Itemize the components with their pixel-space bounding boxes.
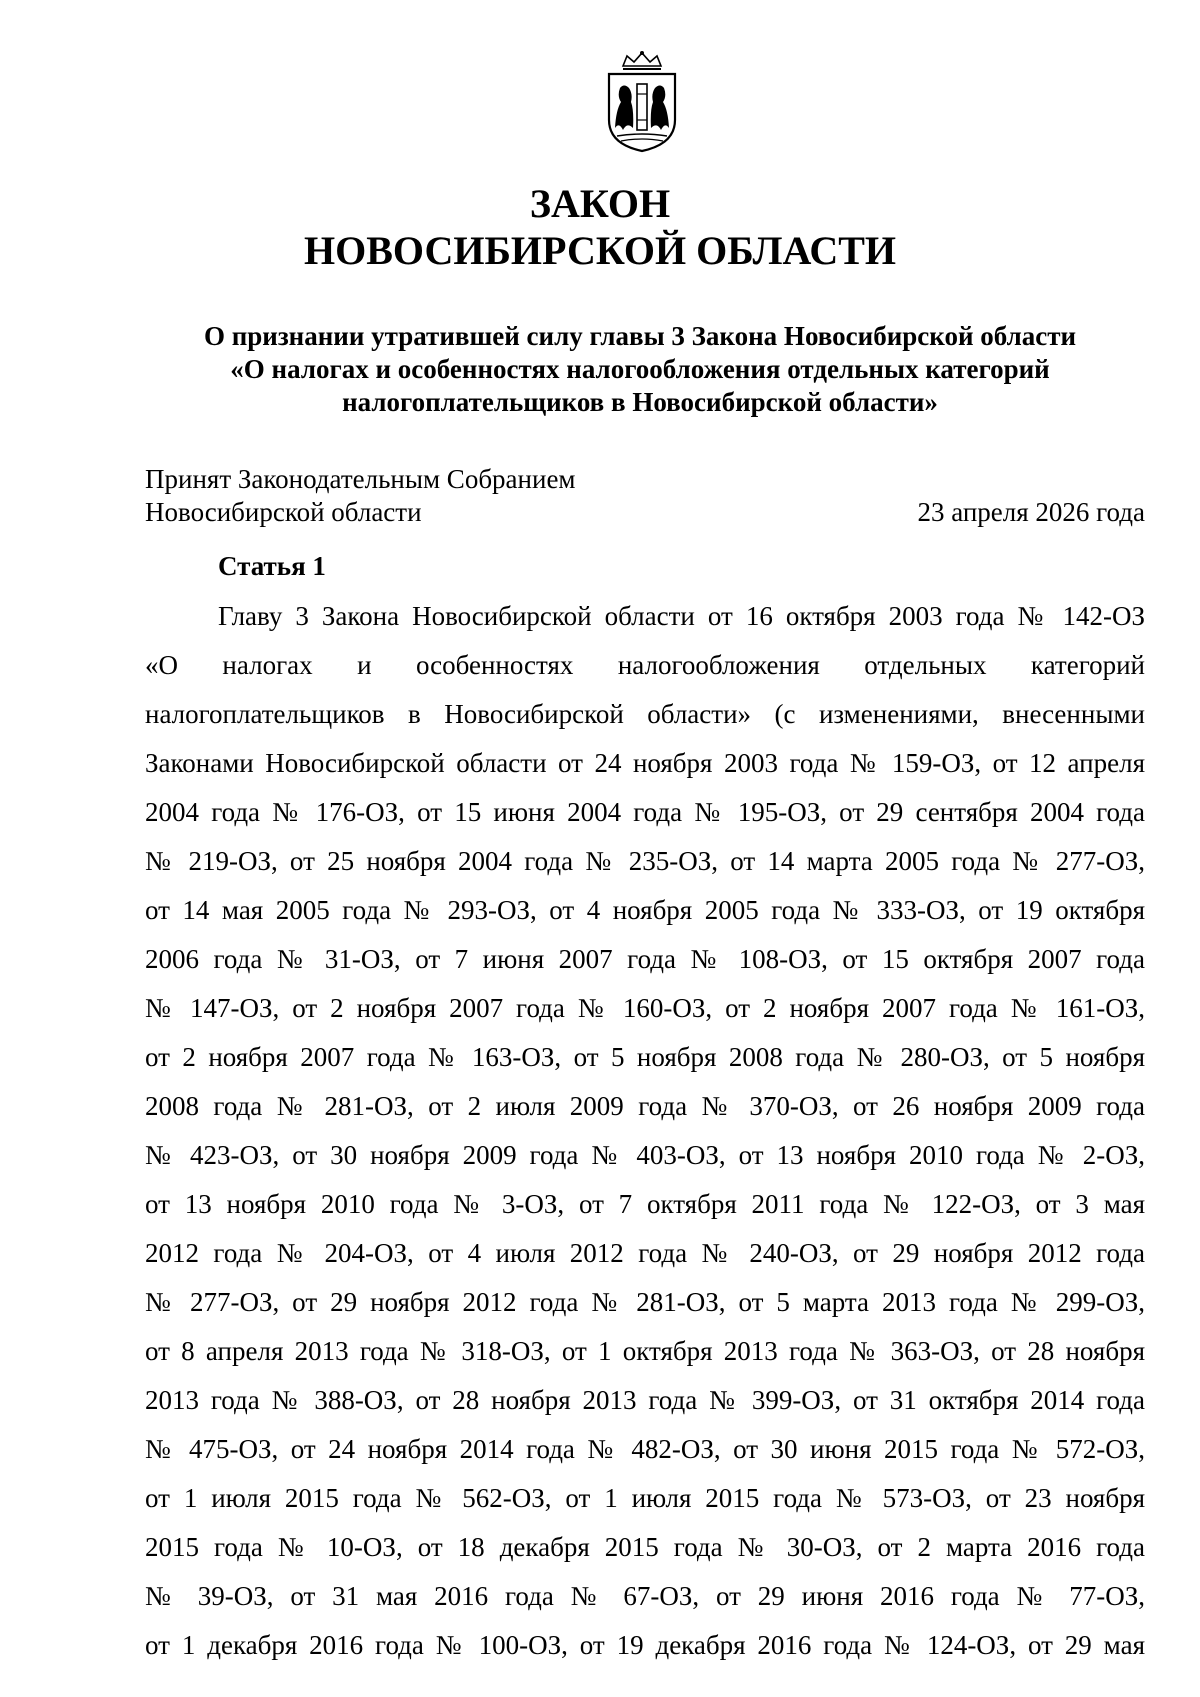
body-line: № 147-ОЗ, от 2 ноября 2007 года № 160-ОЗ, от 2 ноября 2007 года № 161-ОЗ,	[145, 993, 1145, 1023]
body-line: от 1 июля 2015 года № 562-ОЗ, от 1 июля 2015 года № 573-ОЗ, от 23 ноября	[145, 1483, 1145, 1513]
body-line: от 2 ноября 2007 года № 163-ОЗ, от 5 ноября 2008 года № 280-ОЗ, от 5 ноября	[145, 1042, 1145, 1072]
article-body	[145, 592, 1145, 1670]
subtitle-line: налогоплательщиков в Новосибирской области»	[342, 387, 938, 417]
body-line: от 8 апреля 2013 года № 318-ОЗ, от 1 октября 2013 года № 363-ОЗ, от 28 ноября	[145, 1336, 1145, 1366]
body-line: № 475-ОЗ, от 24 ноября 2014 года № 482-ОЗ, от 30 июня 2015 года № 572-ОЗ,	[145, 1434, 1145, 1464]
law-subtitle	[140, 320, 1140, 419]
article-heading: Статья 1	[218, 551, 326, 581]
body-line: 2013 года № 388-ОЗ, от 28 ноября 2013 года № 399-ОЗ, от 31 октября 2014 года	[145, 1385, 1145, 1415]
novosibirsk-coat-of-arms-icon	[603, 50, 681, 154]
body-line: от 14 мая 2005 года № 293-ОЗ, от 4 ноября 2005 года № 333-ОЗ, от 19 октября	[145, 895, 1145, 925]
body-line: от 13 ноября 2010 года № 3-ОЗ, от 7 октября 2011 года № 122-ОЗ, от 3 мая	[145, 1189, 1145, 1219]
body-line: 2008 года № 281-ОЗ, от 2 июля 2009 года № 370-ОЗ, от 26 ноября 2009 года	[145, 1091, 1145, 1121]
body-line: «О налогах и особенностях налогообложения отдельных категорий	[145, 650, 1145, 680]
body-line: № 39-ОЗ, от 31 мая 2016 года № 67-ОЗ, от 29 июня 2016 года № 77-ОЗ,	[145, 1581, 1145, 1611]
law-title: ЗАКОН	[529, 181, 671, 226]
body-line: Законами Новосибирской области от 24 ноября 2003 года № 159-ОЗ, от 12 апреля	[145, 748, 1145, 778]
body-line: 2012 года № 204-ОЗ, от 4 июля 2012 года № 240-ОЗ, от 29 ноября 2012 года	[145, 1238, 1145, 1268]
subtitle-line: «О налогах и особенностях налогообложения отдельных категорий	[230, 354, 1050, 384]
adoption-line: Новосибирской области	[145, 497, 422, 527]
body-line: 2006 года № 31-ОЗ, от 7 июня 2007 года № 108-ОЗ, от 15 октября 2007 года	[145, 944, 1145, 974]
adoption-date: 23 апреля 2026 года	[917, 497, 1145, 527]
body-line: № 423-ОЗ, от 30 ноября 2009 года № 403-ОЗ, от 13 ноября 2010 года № 2-ОЗ,	[145, 1140, 1145, 1170]
body-line: 2004 года № 176-ОЗ, от 15 июня 2004 года № 195-ОЗ, от 29 сентября 2004 года	[145, 797, 1145, 827]
body-line: 2015 года № 10-ОЗ, от 18 декабря 2015 года № 30-ОЗ, от 2 марта 2016 года	[145, 1532, 1145, 1562]
body-line: № 219-ОЗ, от 25 ноября 2004 года № 235-ОЗ, от 14 марта 2005 года № 277-ОЗ,	[145, 846, 1145, 876]
body-line: от 1 декабря 2016 года № 100-ОЗ, от 19 декабря 2016 года № 124-ОЗ, от 29 мая	[145, 1630, 1145, 1660]
adoption-body	[145, 463, 576, 529]
subtitle-line: О признании утратившей силу главы 3 Закона Новосибирской области	[203, 321, 1077, 351]
law-region-title: НОВОСИБИРСКОЙ ОБЛАСТИ	[303, 228, 897, 273]
adoption-line: Принят Законодательным Собранием	[145, 464, 576, 494]
body-line: Главу 3 Закона Новосибирской области от 16 октября 2003 года № 142-ОЗ	[218, 601, 1145, 631]
body-line: № 277-ОЗ, от 29 ноября 2012 года № 281-ОЗ, от 5 марта 2013 года № 299-ОЗ,	[145, 1287, 1145, 1317]
body-line: налогоплательщиков в Новосибирской области» (с изменениями, внесенными	[145, 699, 1145, 729]
